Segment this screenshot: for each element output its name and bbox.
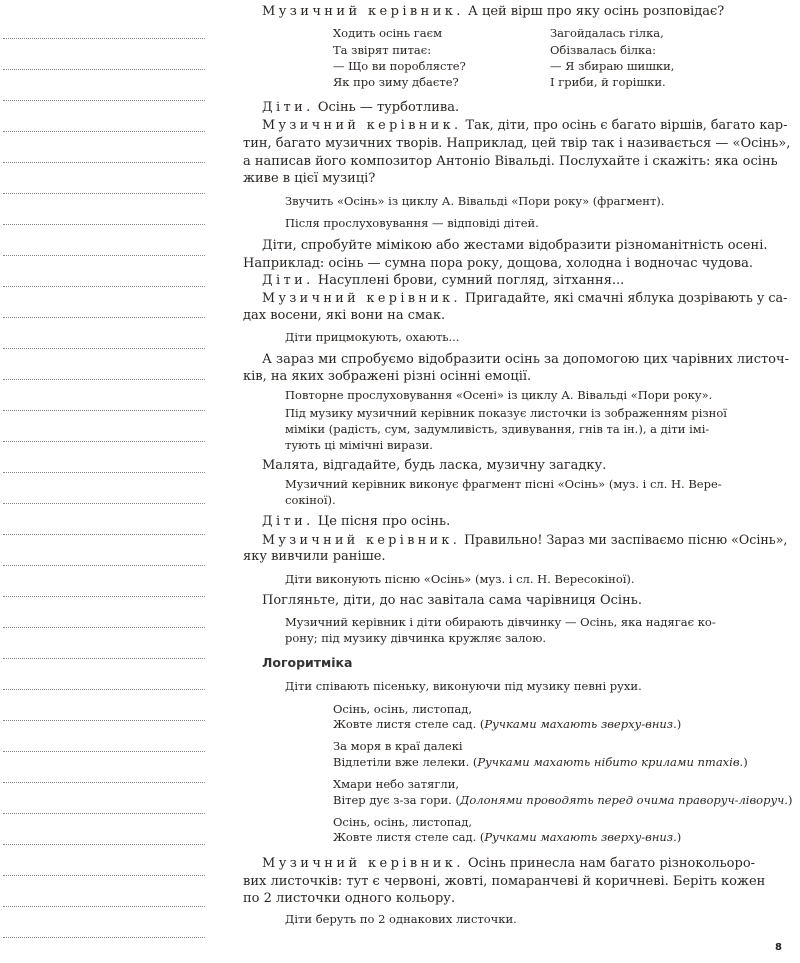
- section-heading: Логоритміка: [262, 655, 353, 670]
- note-line: [3, 131, 205, 132]
- note-line: [3, 255, 205, 256]
- text-line: по 2 листочки одного кольору.: [243, 891, 456, 906]
- poem-line: Як про зиму дбаєте?: [333, 75, 459, 89]
- stage-direction: сокіної).: [285, 493, 336, 507]
- stage-direction: Діти виконують пісню «Осінь» (муз. і сл. Н. Вересокіної).: [285, 572, 635, 586]
- text-line: тин, багато музичних творів. Наприклад, цей твір так і називається — «Осінь»,: [243, 136, 791, 151]
- poem-line: — Що ви пороблясте?: [333, 59, 466, 73]
- stage-direction: Діти співають пісеньку, виконуючи під музику певні рухи.: [285, 679, 642, 693]
- stage-direction: Діти прицмокують, охають...: [285, 330, 460, 344]
- note-line: [3, 441, 205, 442]
- note-line: [3, 782, 205, 783]
- note-line: [3, 348, 205, 349]
- note-line: [3, 906, 205, 907]
- dialogue-line: Діти. Насуплені брови, сумний погляд, зітхання...: [262, 273, 625, 288]
- note-line: [3, 689, 205, 690]
- text-line: яку вивчили раніше.: [243, 549, 386, 564]
- note-line: [3, 720, 205, 721]
- note-line: [3, 410, 205, 411]
- stage-direction: міміки (радість, сум, задумливість, здивування, гнів та ін.), а діти імі-: [285, 422, 710, 436]
- dialogue-line: Музичний керівник. Правильно! Зараз ми заспіваємо пісню «Осінь»,: [262, 532, 788, 547]
- note-line: [3, 100, 205, 101]
- dialogue-line: Музичний керівник. Так, діти, про осінь є багато віршів, багато кар-: [262, 118, 788, 133]
- note-line: [3, 38, 205, 39]
- note-line: [3, 224, 205, 225]
- note-line: [3, 937, 205, 938]
- stage-direction: рону; під музику дівчинка кружляє залою.: [285, 631, 547, 645]
- note-line: [3, 162, 205, 163]
- dialogue-line: Діти. Це пісня про осінь.: [262, 514, 451, 529]
- note-line: [3, 844, 205, 845]
- note-line: [3, 596, 205, 597]
- poem-line: — Я збираю шишки,: [550, 59, 675, 73]
- poem-line: Загойдалась гілка,: [550, 26, 664, 40]
- poem-line: Ходить осінь гаєм: [333, 26, 443, 40]
- page-number: 8: [775, 942, 782, 953]
- song-line: Відлетіли вже лелеки. (Ручками махають нібито крилами птахів.): [333, 755, 748, 769]
- song-line: За моря в краї далекі: [333, 739, 463, 753]
- text-line: дах восени, які вони на смак.: [243, 308, 446, 323]
- stage-direction: Після прослуховування — відповіді дітей.: [285, 216, 539, 230]
- stage-direction: Під музику музичний керівник показує листочки із зображенням різної: [285, 406, 727, 420]
- poem-line: І гриби, й горішки.: [550, 75, 666, 89]
- note-line: [3, 658, 205, 659]
- song-line: Вітер дує з-за гори. (Долонями проводять перед очима праворуч-ліворуч.): [333, 793, 793, 807]
- dialogue-line: Музичний керівник. Пригадайте, які смачні яблука дозрівають у са-: [262, 291, 788, 306]
- song-line: Хмари небо затягли,: [333, 777, 460, 791]
- note-line: [3, 751, 205, 752]
- note-line: [3, 813, 205, 814]
- song-line: Жовте листя стеле сад. (Ручками махають зверху-вниз.): [333, 717, 682, 731]
- stage-direction: Повторне прослуховування «Осені» із циклу А. Вівальді «Пори року».: [285, 388, 713, 402]
- dialogue-line: Музичний керівник. Осінь принесла нам багато різнокольоро-: [262, 856, 756, 871]
- song-line: Жовте листя стеле сад. (Ручками махають зверху-вниз.): [333, 830, 682, 844]
- note-line: [3, 317, 205, 318]
- text-line: Наприклад: осінь — сумна пора року, дощова, холодна і водночас чудова.: [243, 256, 753, 271]
- text-line: а написав його композитор Антоніо Вівальді. Послухайте і скажіть: яка осінь: [243, 154, 778, 169]
- note-line: [3, 69, 205, 70]
- stage-direction: Музичний керівник і діти обирають дівчинку — Осінь, яка надягає ко-: [285, 615, 716, 629]
- text-line: Малята, відгадайте, будь ласка, музичну загадку.: [262, 458, 607, 473]
- note-line: [3, 193, 205, 194]
- note-line: [3, 503, 205, 504]
- note-line: [3, 534, 205, 535]
- stage-direction: тують ці мімічні вирази.: [285, 438, 433, 452]
- note-line: [3, 875, 205, 876]
- stage-direction: Діти беруть по 2 однакових листочки.: [285, 912, 517, 926]
- note-line: [3, 627, 205, 628]
- text-line: вих листочків: тут є червоні, жовті, помаранчеві й коричневі. Беріть кожен: [243, 874, 766, 889]
- stage-direction: Звучить «Осінь» із циклу А. Вівальді «Пори року» (фрагмент).: [285, 194, 665, 208]
- dialogue-line: Діти. Осінь — турботлива.: [262, 100, 460, 115]
- note-line: [3, 472, 205, 473]
- note-line: [3, 286, 205, 287]
- note-line: [3, 379, 205, 380]
- note-line: [3, 565, 205, 566]
- poem-line: Та звірят питає:: [333, 43, 432, 57]
- dialogue-line: Музичний керівник. А цей вірш про яку осінь розповідає?: [262, 4, 725, 19]
- text-line: ків, на яких зображені різні осінні емоції.: [243, 369, 532, 384]
- stage-direction: Музичний керівник виконує фрагмент пісні «Осінь» (муз. і сл. Н. Вере-: [285, 477, 722, 491]
- poem-line: Обізвалась білка:: [550, 43, 656, 57]
- text-line: Погляньте, діти, до нас завітала сама чарівниця Осінь.: [262, 593, 642, 608]
- song-line: Осінь, осінь, листопад,: [333, 815, 473, 829]
- song-line: Осінь, осінь, листопад,: [333, 702, 473, 716]
- text-line: А зараз ми спробуємо відобразити осінь за допомогою цих чарівних листоч-: [262, 352, 789, 367]
- text-line: живе в цієї музиці?: [243, 171, 376, 186]
- text-line: Діти, спробуйте мімікою або жестами відобразити різноманітність осені.: [262, 238, 768, 253]
